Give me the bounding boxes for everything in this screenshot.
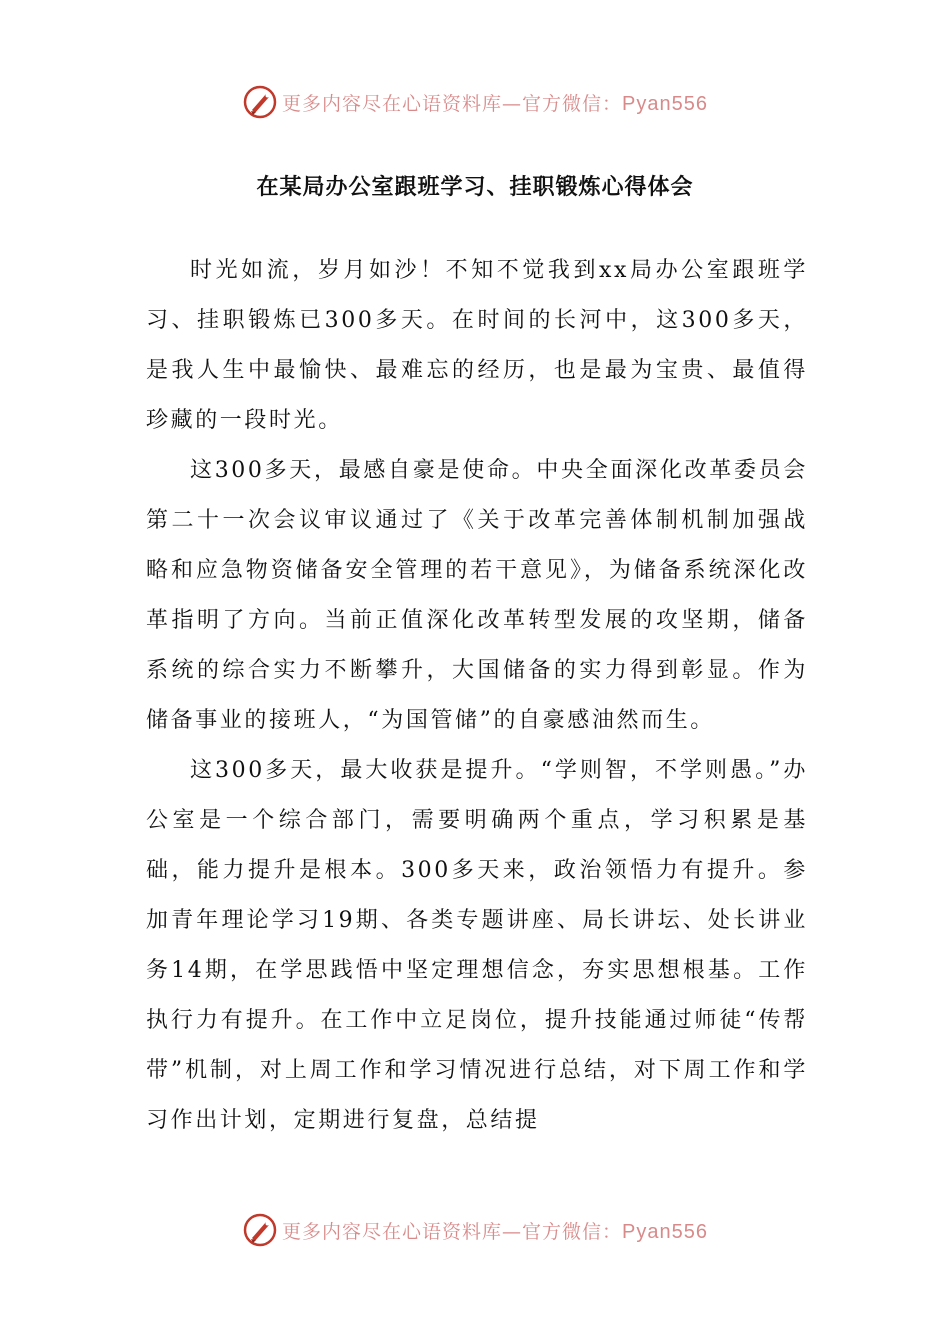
paragraph: 这300多天，最大收获是提升。“学则智，不学则愚。”办公室是一个综合部门，需要明确两个重点，学习积累是基础，能力提升是根本。300多天来，政治领悟力有提升。参加青年理论学习19期、各类专题讲座、局长讲坛、处长讲业务14期，在学思践悟中坚定理想信念，夯实思想根基。工作执行力有提升。在工作中立足岗位，提升技能通过师徒“传帮带”机制，对上周工作和学习情况进行总结，对下周工作和学习作出计划，定期进行复盘，总结提: [146, 758, 808, 1133]
paragraph: 这300多天，最感自豪是使命。中央全面深化改革委员会第二十一次会议审议通过了《关于改革完善体制机制加强战略和应急物资储备安全管理的若干意见》，为储备系统深化改革指明了方向。当前正值深化改革转型发展的攻坚期，储备系统的综合实力不断攀升，大国储备的实力得到彰显。作为储备事业的接班人，“为国管储”的自豪感油然而生。: [146, 458, 808, 733]
pen-logo-icon: [242, 84, 278, 120]
document-title: 在某局办公室跟班学习、挂职锻炼心得体会: [256, 175, 694, 200]
banner-text: 更多内容尽在心语资料库—官方微信：Pyan556: [282, 1220, 708, 1243]
wechat-id: Pyan556: [622, 1220, 708, 1243]
pen-logo-icon: [242, 1212, 278, 1248]
footer-banner: [0, 1210, 950, 1250]
header-banner: [0, 82, 950, 122]
wechat-id: Pyan556: [622, 92, 708, 115]
paragraph: 时光如流，岁月如沙！不知不觉我到xx局办公室跟班学习、挂职锻炼已300多天。在时间的长河中，这300多天，是我人生中最愉快、最难忘的经历，也是最为宝贵、最值得珍藏的一段时光。: [146, 258, 808, 433]
document-body: [146, 246, 808, 1146]
banner-text: 更多内容尽在心语资料库—官方微信：Pyan556: [282, 92, 708, 115]
